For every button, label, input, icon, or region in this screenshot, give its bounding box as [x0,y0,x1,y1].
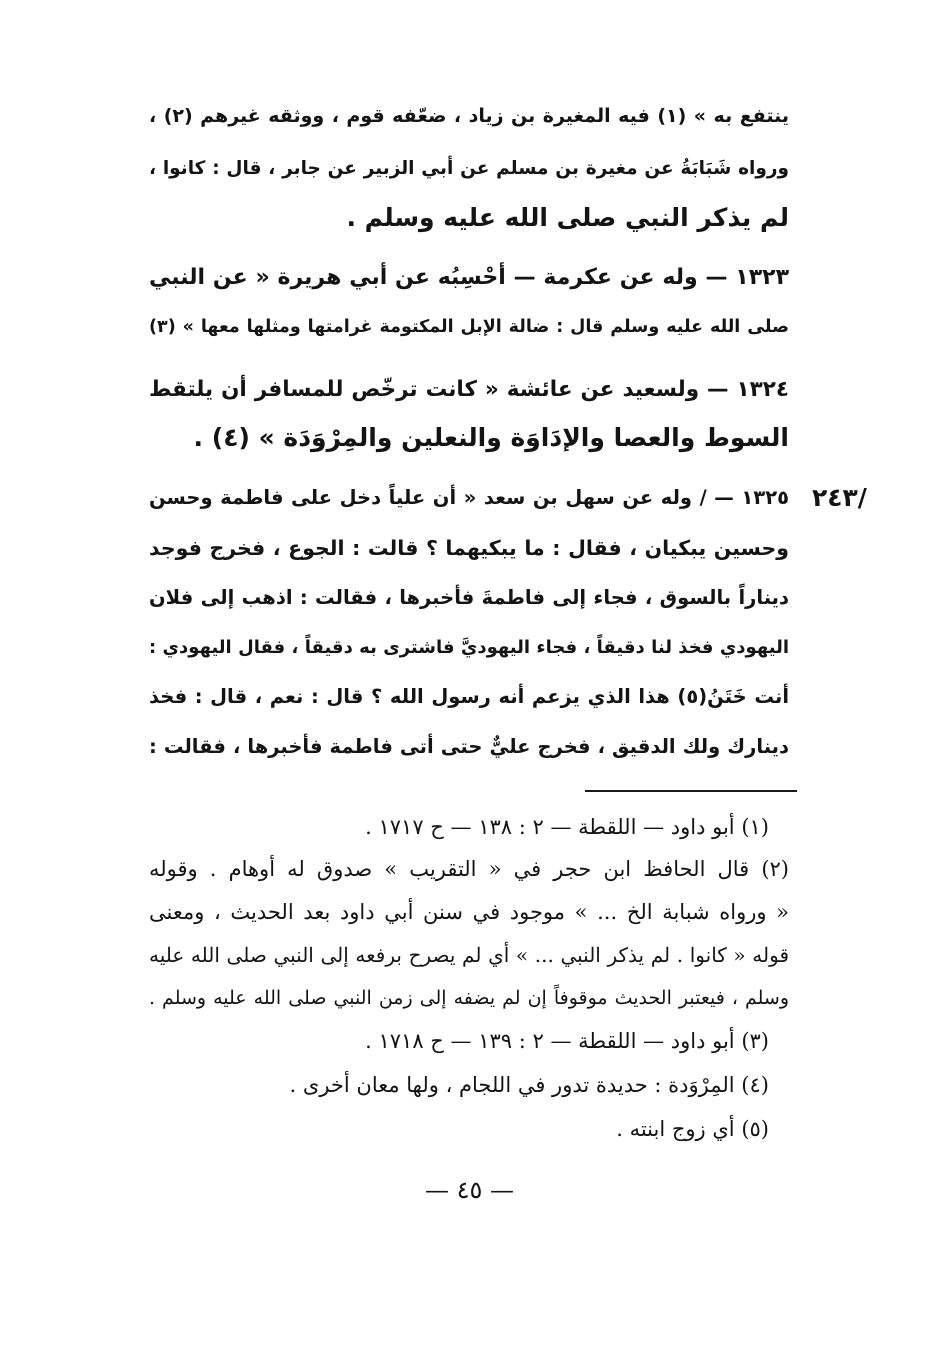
text-line: صلى الله عليه وسلم قال : ضالة الإبل المكتومة غرامتها ومثلها معها » (٣) [149,317,789,337]
footnote-line: قوله « كانوا . لم يذكر النبي ... » أي لم يصرح برفعه إلى النبي صلى الله عليه [149,943,789,967]
footnote-line: (١) أبو داود — اللقطة — ٢ : ١٣٨ — ح ١٧١٧ . [365,815,769,839]
text-line: وحسين يبكيان ، فقال : ما يبكيهما ؟ قالت : الجوع ، فخرج فوجد [149,536,789,560]
text-line: ورواه شَبَابَةُ عن مغيرة بن مسلم عن أبي الزبير عن جابر ، قال : كانوا ، [149,158,789,179]
text-line: السوط والعصا والإدَاوَة والنعلين والمِرْوَدَة » (٤) . [193,423,789,452]
text-line: ١٣٢٤ — ولسعيد عن عائشة « كانت ترخّص للمسافر أن يلتقط [149,377,789,402]
text-line: ينتفع به » (١) فيه المغيرة بن زياد ، ضعّفه قوم ، ووثقه غيرهم (٢) ، [149,105,789,127]
text-line: اليهودي فخذ لنا دقيقاً ، فجاء اليهوديَّ فاشترى به دقيقاً ، فقال اليهودي : [149,637,789,658]
page-number: — ٤٥ — [424,1176,515,1204]
text-line: لم يذكر النبي صلى الله عليه وسلم . [346,203,789,232]
margin-page-reference: ٢٤٣/ [812,483,867,512]
text-line: ١٣٢٣ — وله عن عكرمة — أحْسِبُه عن أبي هريرة « عن النبي [149,265,789,290]
footnote-separator [585,790,797,792]
footnote-line: « ورواه شبابة الخ ... » موجود في سنن أبي داود بعد الحديث ، ومعنى [149,900,789,924]
footnote-line: (٤) المِرْوَدة : حديدة تدور في اللجام ، ولها معان أخرى . [289,1073,769,1097]
footnote-line: وسلم ، فيعتبر الحديث موقوفاً إن لم يضفه إلى زمن النبي صلى الله عليه وسلم . [149,987,789,1009]
text-line: ديناراً بالسوق ، فجاء إلى فاطمةَ فأخبرها ، فقالت : اذهب إلى فلان [149,586,789,609]
footnote-line: (٥) أي زوج ابنته . [616,1117,769,1141]
text-line: دينارك ولك الدقيق ، فخرج عليٌّ حتى أتى فاطمة فأخبرها ، فقالت : [149,735,789,758]
footnote-line: (٢) قال الحافظ ابن حجر في « التقريب » صدوق له أوهام . وقوله [149,857,789,881]
text-line: ١٣٢٥ — / وله عن سهل بن سعد « أن علياً دخل على فاطمة وحسن [149,486,789,509]
text-line: أنت خَتَنُ(٥) هذا الذي يزعم أنه رسول الله ؟ قال : نعم ، قال : فخذ [149,685,789,708]
footnote-line: (٣) أبو داود — اللقطة — ٢ : ١٣٩ — ح ١٧١٨ . [365,1029,769,1053]
